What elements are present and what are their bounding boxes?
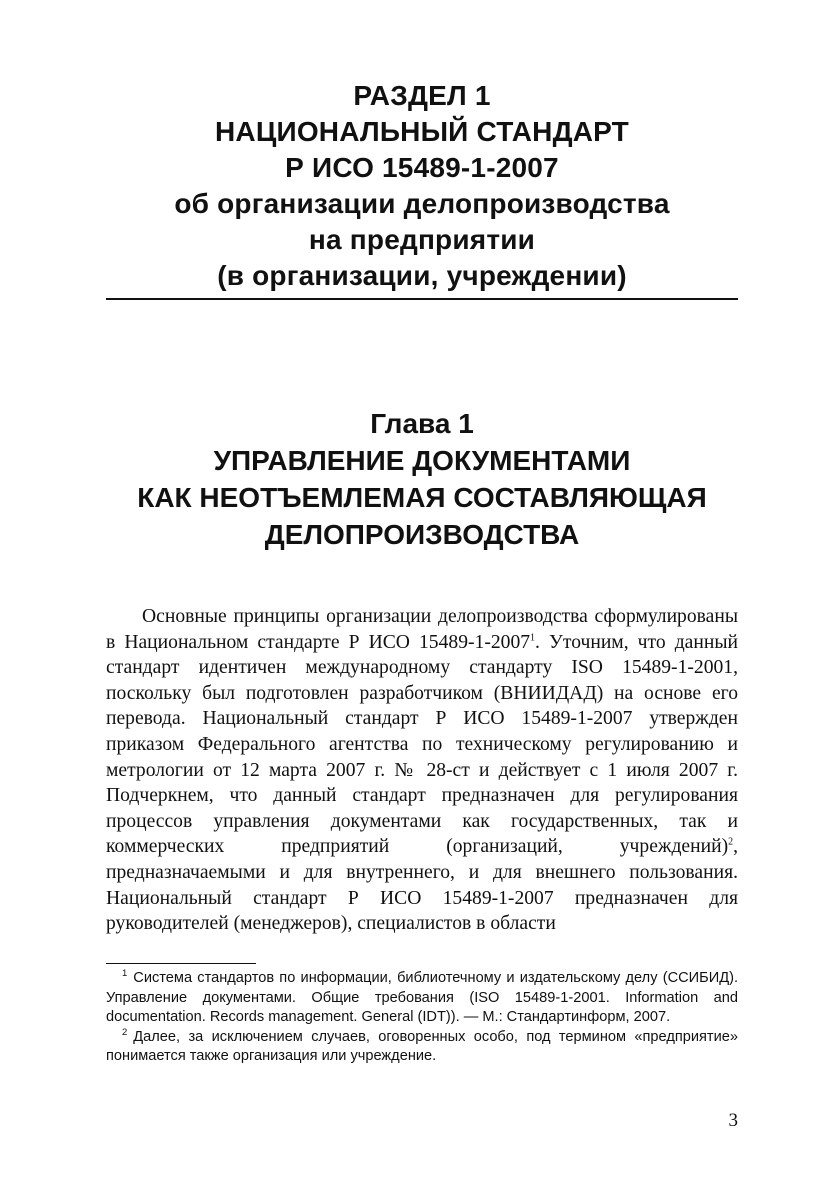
footnote-ref-2: 2 bbox=[728, 836, 734, 848]
chapter-heading bbox=[106, 405, 738, 553]
page-number: 3 bbox=[728, 1110, 738, 1131]
footnote-divider bbox=[106, 963, 256, 964]
chapter-label: Глава 1 bbox=[370, 408, 474, 439]
footnotes bbox=[106, 969, 738, 1067]
section-divider bbox=[106, 298, 738, 300]
chapter-title-line-1: УПРАВЛЕНИЕ ДОКУМЕНТАМИ bbox=[213, 445, 631, 476]
chapter-title-line-3: ДЕЛОПРОИЗВОДСТВА bbox=[264, 519, 580, 550]
footnote-text: Система стандартов по информации, библиотечному и издательскому делу (СCИБИД). Управление документами. Общие требования (ISO 15489-1-2001. Information and documentation. Records management. General (IDT)). — М.: Стандартинформ, 2007. bbox=[106, 970, 738, 1026]
section-title-line-4: на предприятии bbox=[308, 224, 536, 255]
section-title-line-1: НАЦИОНАЛЬНЫЙ СТАНДАРТ bbox=[215, 116, 629, 147]
footnote-2 bbox=[106, 1028, 738, 1067]
body-text-part-3: , предназначаемыми и для внутреннего, и для внешнего пользования. Национальный стандарт Р ИСО 15489-1-2007 предназначен для руководителей (менеджеров), специалистов в области bbox=[106, 836, 738, 935]
section-title-line-5: (в организации, учреждении) bbox=[217, 260, 627, 291]
footnote-1 bbox=[106, 969, 738, 1028]
section-title-line-2: Р ИСО 15489-1-2007 bbox=[285, 152, 559, 183]
chapter-title-line-2: КАК НЕОТЪЕМЛЕМАЯ СОСТАВЛЯЮЩАЯ bbox=[137, 482, 707, 513]
body-paragraph bbox=[106, 604, 738, 937]
footnote-mark: 1 bbox=[122, 968, 128, 980]
footnote-text: Далее, за исключением случаев, оговоренных особо, под термином «предприятие» понимается также организация или учреждение. bbox=[106, 1028, 738, 1065]
section-title-line-3: об организации делопроизводства bbox=[174, 188, 670, 219]
footnote-mark: 2 bbox=[122, 1026, 128, 1038]
body-text-part-1: Основные принципы организации делопроизводства сформулированы в Национальном стандарте Р ИСО 15489-1-2007 bbox=[106, 606, 738, 653]
footnote-ref-1: 1 bbox=[530, 632, 536, 644]
body-text-part-2: . Уточним, что данный стандарт идентичен международному стандарту ISO 15489-1-2001, поскольку был подготовлен разработчиком (ВНИИДАД) на основе его перевода. Национальный стандарт Р ИСО 15489-1-2007 утвержден приказом Федерального агентства по техническому регулированию и метрологии от 12 марта 2007 г. № 28-ст и действует с 1 июля 2007 г. Подчеркнем, что данный стандарт предназначен для регулирования процессов управления документами как государственных, так и коммерческих предприятий (организаций, учреждений) bbox=[106, 631, 738, 858]
section-heading bbox=[106, 78, 738, 294]
section-number: РАЗДЕЛ 1 bbox=[353, 80, 491, 111]
